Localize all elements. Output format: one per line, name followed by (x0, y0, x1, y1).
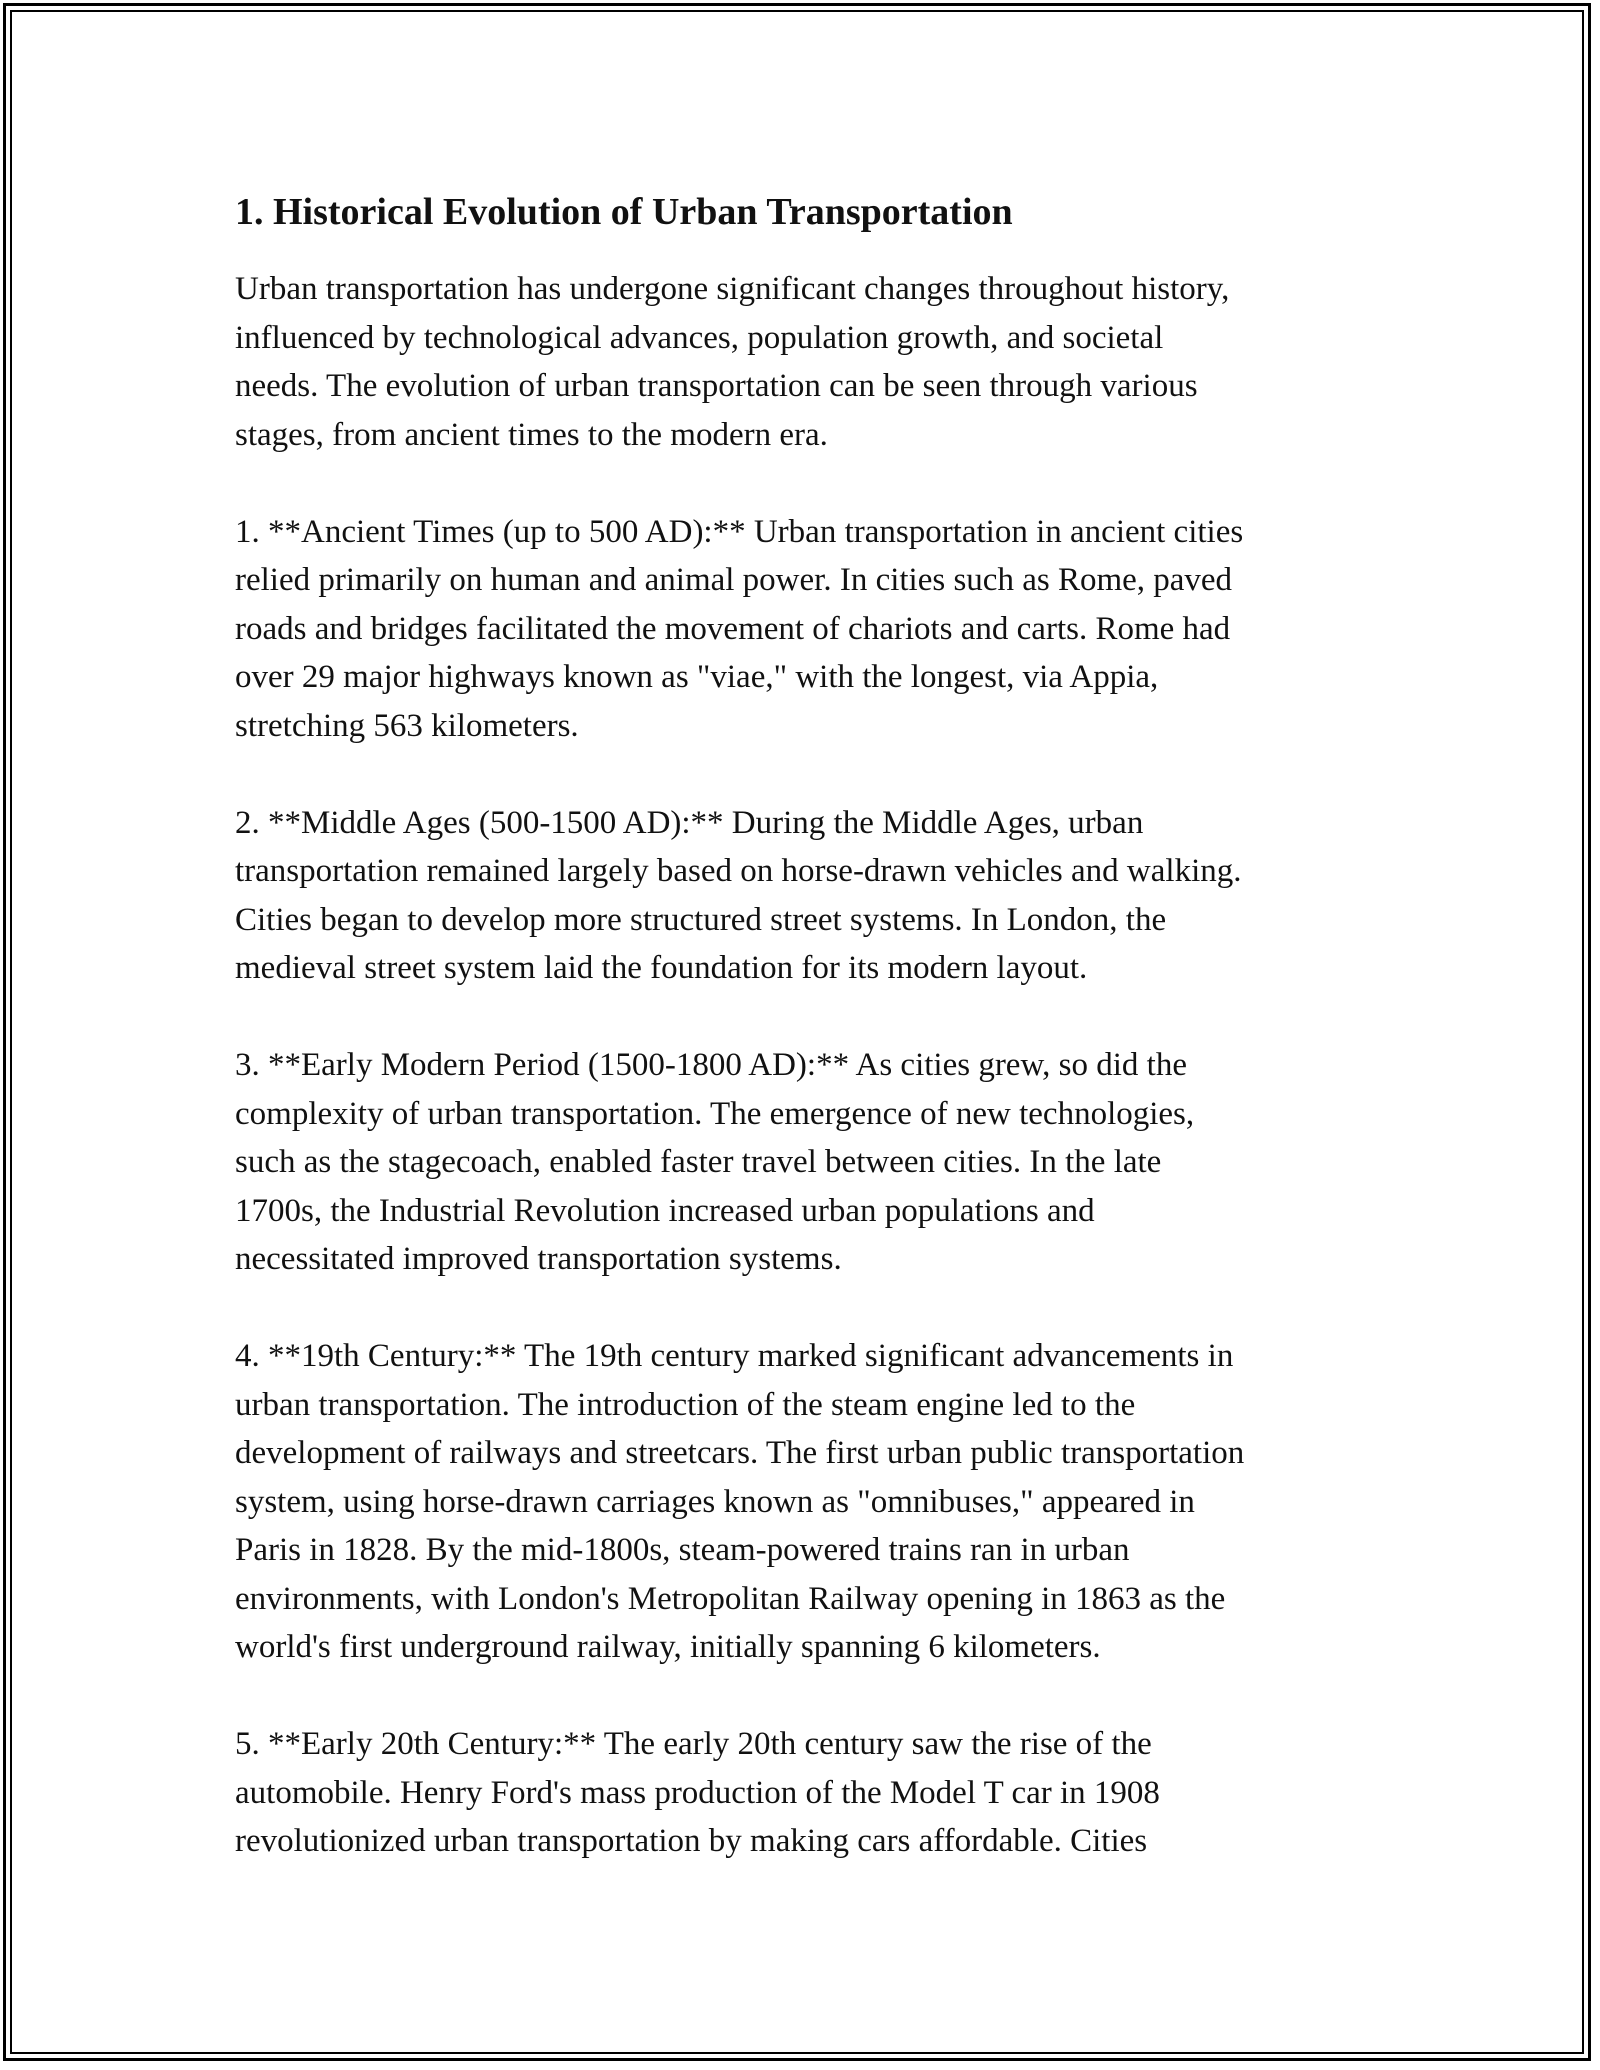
document-body (235, 185, 1385, 1914)
intro-paragraph: Urban transportation has undergone significant changes throughout history, influenced by technological advances, population growth, and societal needs. The evolution of urban transportation can be seen through various stages, from ancient times to the modern era. (235, 271, 1230, 453)
early-modern-paragraph: 3. **Early Modern Period (1500-1800 AD):** As cities grew, so did the complexity of urban transportation. The emergence of new technologies, such as the stagecoach, enabled faster travel between cities. In the late 1700s, the Industrial Revolution increased urban populations and necessitated improved transportation systems. (235, 1047, 1195, 1277)
middle-ages-paragraph: 2. **Middle Ages (500-1500 AD):** During the Middle Ages, urban transportation remained largely based on horse-drawn vehicles and walking. Cities began to develop more structured street systems. In London, the medieval street system laid the foundation for its modern layout. (235, 804, 1242, 986)
early-twentieth-century-paragraph: 5. **Early 20th Century:** The early 20th century saw the rise of the automobile. Henry Ford's mass production of the Model T car in 1908 revolutionized urban transportation by making cars affordable. Cities (235, 1726, 1160, 1859)
nineteenth-century-paragraph: 4. **19th Century:** The 19th century marked significant advancements in urban transportation. The introduction of the steam engine led to the development of railways and streetcars. The first urban public transportation system, using horse-drawn carriages known as "omnibuses," appeared in Paris in 1828. By the mid-1800s, steam-powered trains ran in urban environments, with London's Metropolitan Railway opening in 1863 as the world's first underground railway, initially spanning 6 kilometers. (235, 1338, 1245, 1665)
section-heading: 1. Historical Evolution of Urban Transportation (235, 191, 1013, 233)
ancient-times-paragraph: 1. **Ancient Times (up to 500 AD):** Urban transportation in ancient cities relied primarily on human and animal power. In cities such as Rome, paved roads and bridges facilitated the movement of chariots and carts. Rome had over 29 major highways known as "viae," with the longest, via Appia, stretching 563 kilometers. (235, 513, 1244, 744)
